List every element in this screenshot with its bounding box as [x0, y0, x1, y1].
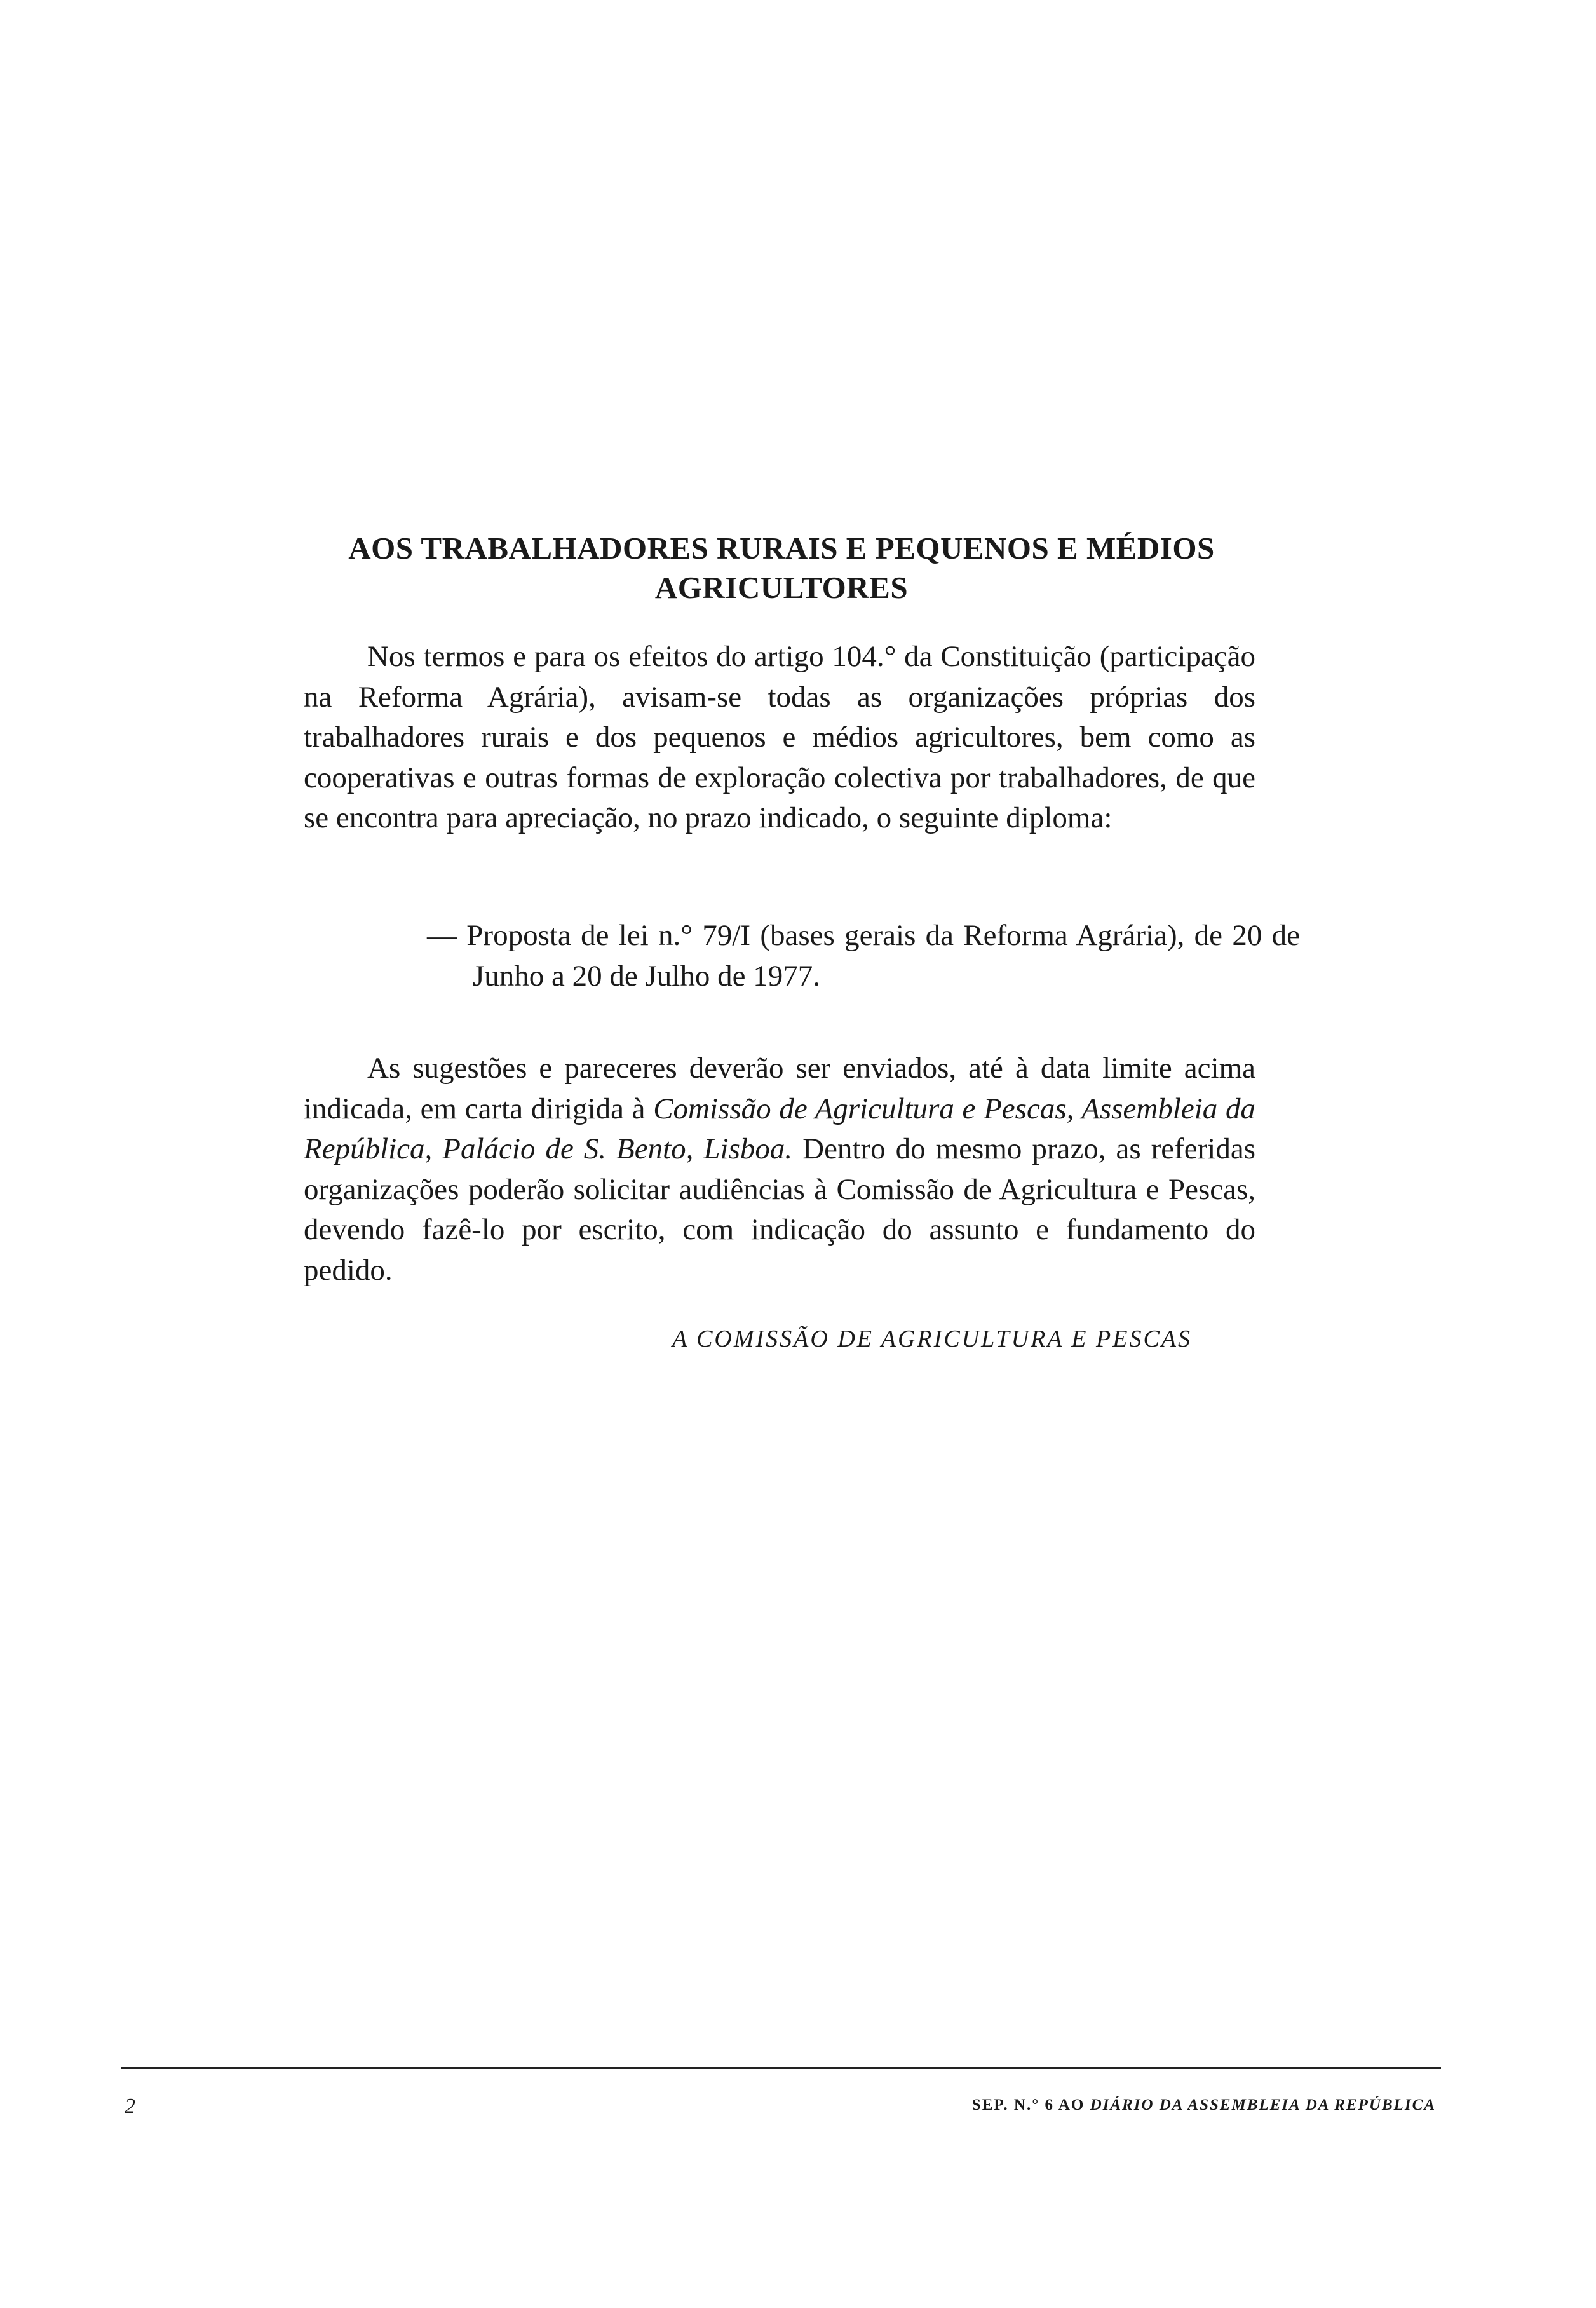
instructions-text-start: As sugestões e pareceres deverão ser enviados, até à data limite acima indicada, em carta dirigida à — [304, 1052, 1255, 1125]
instructions-paragraph — [304, 1049, 1255, 1291]
heading-line-2: AGRICULTORES — [654, 570, 909, 605]
signature: A COMISSÃO DE AGRICULTURA E PESCAS — [672, 1326, 1192, 1352]
page-number: 2 — [125, 2094, 135, 2118]
instructions-text-end: Dentro do mesmo prazo, as referidas organizações poderão solicitar audiências à Comissão de Agricultura e Pescas, devendo fazê-lo por escrito, com indicação do assunto e fundamento do pedido. — [304, 1132, 1255, 1287]
document-heading — [299, 529, 1264, 608]
publication-name: DIÁRIO DA ASSEMBLEIA DA REPÚBLICA — [1090, 2096, 1436, 2114]
footer-prefix: SEP. N.° 6 AO — [971, 2096, 1090, 2114]
footer-divider — [121, 2067, 1441, 2069]
heading-line-1: AOS TRABALHADORES RURAIS E PEQUENOS E MÉDIOS — [348, 531, 1215, 566]
running-footer — [972, 2096, 1436, 2114]
diploma-list-item: — Proposta de lei n.° 79/I (bases gerais da Reforma Agrária), de 20 de Junho a 20 de Julho de 1977. — [427, 919, 1300, 993]
notice-paragraph: Nos termos e para os efeitos do artigo 104.° da Constituição (participação na Reforma Agrária), avisam-se todas as organizações próprias dos trabalhadores rurais e dos pequenos e médios agricultores, bem como as cooperativas e outras formas de exploração colectiva por trabalhadores, de que se encontra para apreciação, no prazo indicado, o seguinte diploma: — [304, 640, 1255, 834]
committee-address: Comissão de Agricultura e Pescas, Assembleia da República, Palácio de S. Bento, Lisboa. — [304, 1092, 1255, 1165]
